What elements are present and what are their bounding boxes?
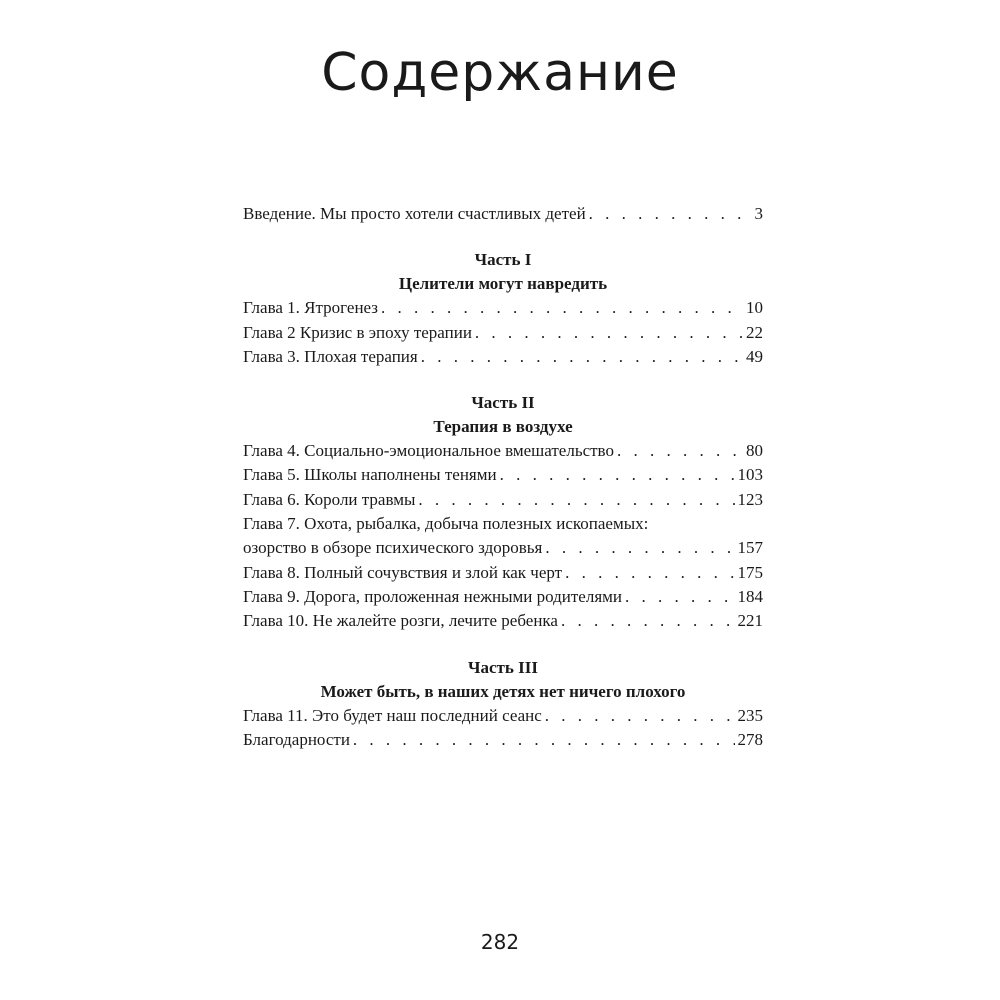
page-title: Содержание (321, 43, 679, 103)
toc-entry-label: Введение. Мы просто хотели счастливых детей (243, 204, 586, 223)
part-heading: Часть I (474, 250, 532, 270)
part-subtitle: Целители могут навредить (398, 274, 608, 294)
toc-entry-label: Глава 4. Социально-эмоциональное вмешательство (243, 441, 614, 461)
toc-entry-page: 103 (737, 465, 763, 485)
toc-entry-page: 49 (746, 346, 763, 366)
toc-entry-label: Глава 6. Короли травмы (243, 489, 416, 509)
dot-leader (589, 202, 752, 226)
toc-entry-page: 80 (746, 441, 763, 461)
toc-entry (243, 704, 763, 728)
part-heading: Часть II (471, 393, 535, 413)
toc-entry-label: Глава 2 Кризис в эпоху терапии (243, 322, 472, 342)
toc-entry-page: 3 (754, 204, 763, 223)
toc-entry-label: Глава 10. Не жалейте розги, лечите ребенка (243, 611, 558, 631)
toc-entry-page: 221 (737, 611, 763, 631)
toc-entry-label: Глава 8. Полный сочувствия и злой как черт (243, 562, 563, 582)
toc-entry-label: Благодарности (243, 729, 350, 749)
dot-leader (545, 536, 734, 560)
toc-entry (243, 463, 763, 487)
dot-leader (421, 345, 743, 369)
toc-entry (243, 728, 763, 752)
dot-leader (381, 296, 743, 320)
toc-entry (243, 296, 763, 320)
toc-entry-label: Глава 1. Ятрогенез (243, 298, 379, 318)
dot-leader (617, 439, 743, 463)
dot-leader (545, 704, 735, 728)
toc-entry-page: 175 (737, 562, 763, 582)
toc-entry (243, 536, 763, 560)
toc-entry-label: озорство в обзоре психического здоровья (243, 538, 543, 558)
dot-leader (625, 585, 734, 609)
toc-entry (243, 439, 763, 463)
toc-entry-first-line (243, 512, 763, 536)
dot-leader (561, 609, 735, 633)
toc-entry-page: 157 (737, 538, 763, 558)
toc-entry-page: 235 (737, 705, 763, 725)
toc-entry-label: Глава 5. Школы наполнены тенями (243, 465, 497, 485)
toc-entry-introduction (243, 202, 763, 226)
toc-entry-page: 278 (737, 729, 763, 749)
toc-entry-label: Глава 7. Охота, рыбалка, добыча полезных ископаемых: (243, 514, 649, 534)
toc-entry (243, 321, 763, 345)
part-subtitle: Терапия в воздухе (433, 417, 573, 437)
toc-entry-label: Глава 9. Дорога, проложенная нежными родителями (243, 586, 623, 606)
toc-entry-page: 123 (737, 489, 763, 509)
dot-leader (565, 561, 734, 585)
part-heading: Часть III (468, 657, 538, 677)
toc-entry-page: 22 (746, 322, 763, 342)
part-subtitle: Может быть, в наших детях нет ничего плохого (320, 681, 686, 701)
table-of-contents (243, 202, 763, 752)
toc-entry (243, 609, 763, 633)
toc-entry-label: Глава 11. Это будет наш последний сеанс (243, 705, 542, 725)
toc-entry (243, 561, 763, 585)
page-number: 282 (480, 930, 520, 954)
dot-leader (418, 488, 734, 512)
toc-entry-label: Глава 3. Плохая терапия (243, 346, 418, 366)
dot-leader (475, 321, 743, 345)
toc-entry-page: 10 (746, 298, 763, 318)
dot-leader (500, 463, 735, 487)
toc-entry (243, 488, 763, 512)
toc-entry (243, 585, 763, 609)
toc-entry (243, 345, 763, 369)
dot-leader (353, 728, 735, 752)
toc-entry-page: 184 (737, 586, 763, 606)
